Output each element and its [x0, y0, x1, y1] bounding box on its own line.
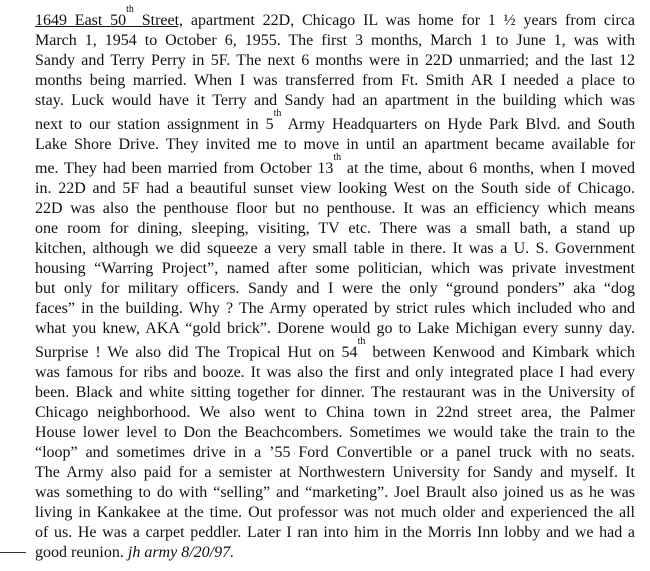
superscript-th: th: [357, 336, 366, 347]
margin-mark: [0, 552, 26, 553]
text-line-12: kitchen, although we did squeeze a very small table in there. It was a U. S. Government: [35, 240, 635, 257]
text-line-7: Lake Shore Drive. They invited me to move in until an apartment became available for: [35, 136, 635, 153]
text-line-15: faces” in the building. Why ? The Army operated by strict rules which included who and: [35, 300, 635, 317]
text-line-24: was something to do with “selling” and “marketing”. Joel Brault also joined us as he was: [35, 484, 635, 501]
text-line-3: Sandy and Terry Perry in 5F. The next 6 months were in 22D unmarried; and the last 12: [35, 52, 635, 69]
text-line-27: good reunion. jh army 8/20/97.: [35, 544, 235, 561]
text-line-9: in. 22D and 5F had a beautiful sunset view looking West on the South side of Chicago.: [35, 180, 635, 197]
text-line-23: The Army also paid for a semister at Northwestern University for Sandy and myself. It: [35, 464, 635, 481]
text-line-5: stay. Luck would have it Terry and Sandy had an apartment in the building which was: [35, 92, 635, 109]
text-line-19: been. Black and white sitting together for dinner. The restaurant was in the University of: [35, 384, 635, 401]
text-line-2: March 1, 1954 to October 6, 1955. The first 3 months, March 1 to June 1, was with: [35, 32, 635, 49]
text-line-22: “loop” and sometimes drive in a ’55 Ford Convertible or a panel truck with no seats.: [35, 444, 635, 461]
superscript-th: th: [273, 108, 282, 119]
superscript-th: th: [126, 4, 134, 15]
text-line-25: living in Kankakee at the time. Out professor was not much older and experienced the all: [35, 504, 635, 521]
signature-note: jh army 8/20/97.: [127, 544, 235, 561]
text-line-18: was famous for ribs and booze. It was also the first and only integrated place I had every: [35, 364, 635, 381]
text-line-11: one room for dining, sleeping, visiting, TV etc. There was a small bath, a stand up: [35, 220, 635, 237]
text-line-14: but only for military officers. Sandy and I were the only “ground ponders” aka “dog: [35, 280, 635, 297]
text-line-4: months being married. When I was transferred from Ft. Smith AR I needed a place to: [35, 72, 635, 89]
text-line-20: Chicago neighborhood. We also went to China town in 22nd street area, the Palmer: [35, 404, 635, 421]
text-line-1: 1649 East 50th Street, apartment 22D, Chicago IL was home for 1 ½ years from circa: [35, 4, 636, 29]
text-line-13: housing “Warring Project”, named after some politician, which was private investment: [35, 260, 635, 277]
text-line-16: what you knew, AKA “gold brick”. Dorene would go to Lake Michigan every sunny day.: [35, 320, 635, 337]
text-line-6: next to our station assignment in 5th Army Headquarters on Hyde Park Blvd. and South: [35, 108, 636, 133]
address-heading: 1649 East 50th Street,: [35, 4, 184, 29]
text-line-17: Surprise ! We also did The Tropical Hut on 54th between Kenwood and Kimbark which: [35, 336, 636, 361]
text-line-26: of us. He was a carpet peddler. Later I ran into him in the Morris Inn lobby and we had a: [35, 524, 635, 541]
text-line-10: 22D was also the penthouse floor but no penthouse. It was an efficiency which means: [35, 200, 635, 217]
text-line-8: me. They had been married from October 13th at the time, about 6 months, when I moved: [35, 152, 635, 177]
superscript-th: th: [333, 152, 342, 163]
text-line-21: House lower level to Don the Beachcombers. Sometimes we would take the train to the: [35, 424, 635, 441]
